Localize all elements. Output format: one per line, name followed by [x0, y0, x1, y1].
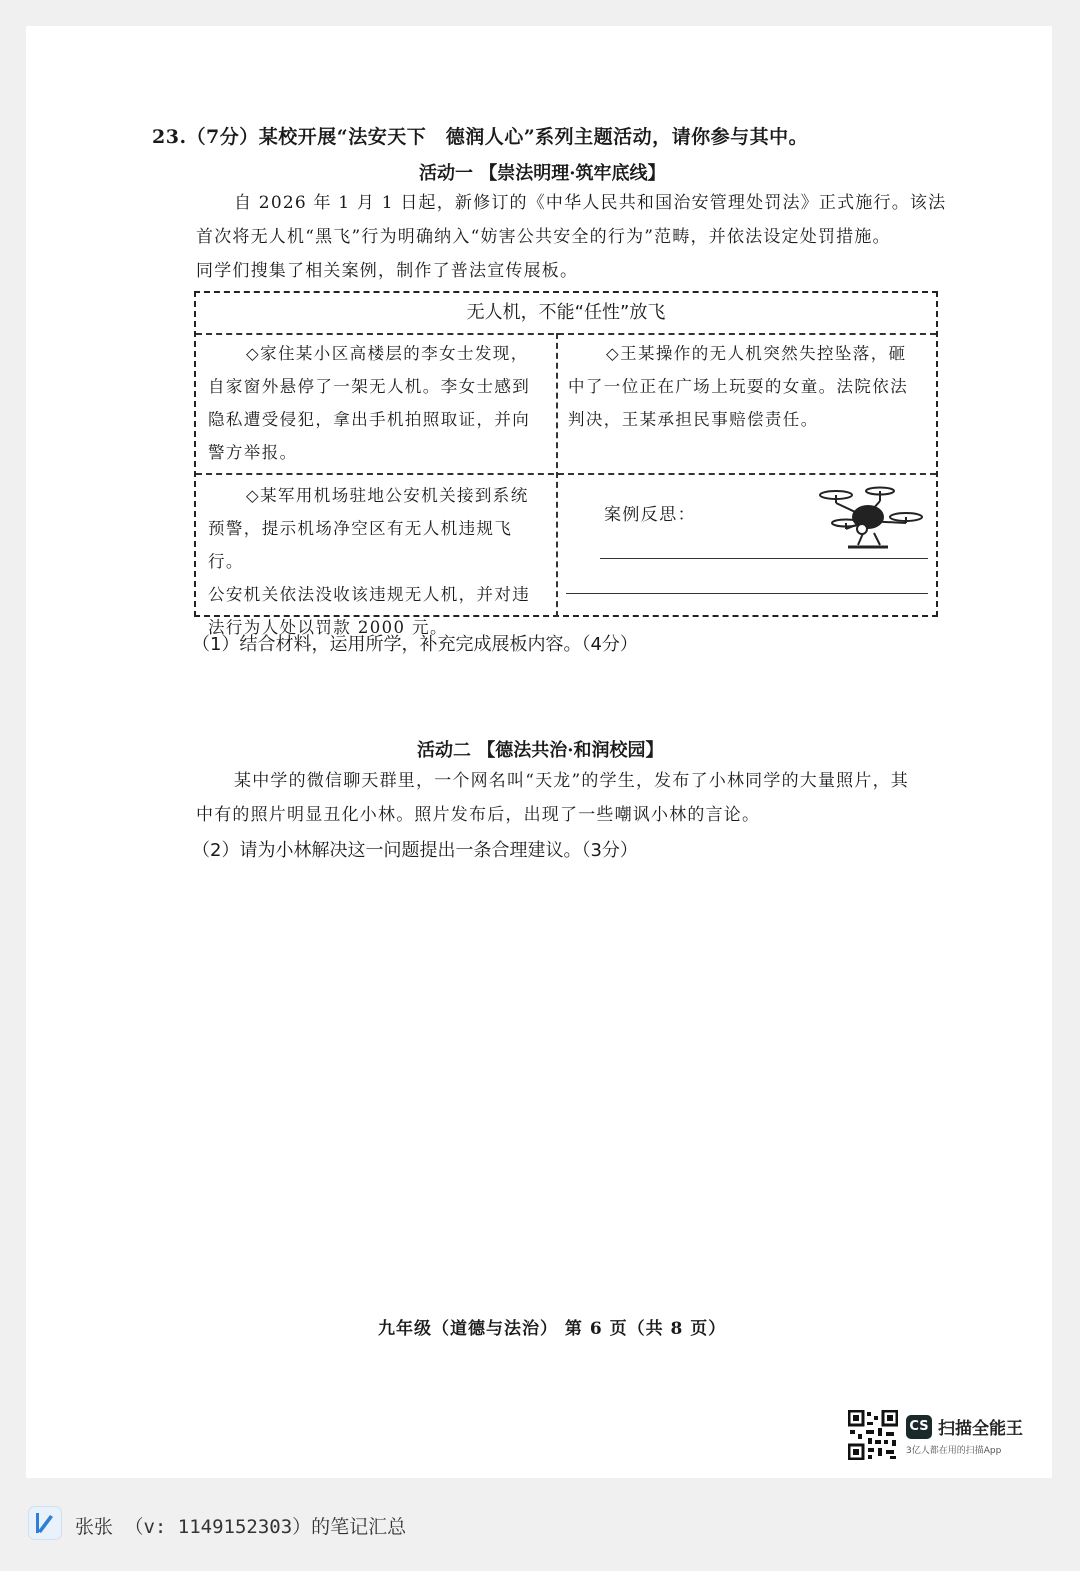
case-line: ◇王某操作的无人机突然失控坠落，砸 [606, 344, 907, 363]
case-card-1 [208, 337, 548, 469]
reflection-label: 案例反思： [604, 505, 696, 525]
activity2-intro-line: 中有的照片明显丑化小林。照片发布后，出现了一些嘲讽小林的言论。 [196, 805, 761, 825]
activity1-intro-line: 首次将无人机“黑飞”行为明确纳入“妨害公共安全的行为”范畴，并依法设定处罚措施。 [196, 227, 891, 247]
answer-blank-line [600, 558, 928, 559]
answer-blank-line [566, 593, 928, 594]
question-2: （2）请为小林解决这一问题提出一条合理建议。（3分） [192, 840, 638, 861]
case-line: 自家窗外悬停了一架无人机。李女士感到 [208, 377, 531, 396]
board-divider-horizontal [196, 473, 936, 475]
drone-icon [818, 483, 928, 553]
board-title: 无人机，不能“任性”放飞 [196, 293, 936, 335]
board-divider-vertical [556, 333, 558, 617]
notes-owner-label: 张张 （v: 1149152303）的笔记汇总 [75, 1516, 407, 1538]
activity2-intro [196, 764, 948, 832]
cs-logo-icon: CS [906, 1415, 932, 1439]
notes-app-icon[interactable] [28, 1506, 62, 1540]
case-line: 预警，提示机场净空区有无人机违规飞行。 [208, 519, 513, 571]
activity1-intro-line: 同学们搜集了相关案例，制作了普法宣传展板。 [196, 261, 579, 281]
case-line: 法行为人处以罚款 2000 元。 [208, 618, 448, 637]
question-1: （1）结合材料，运用所学，补充完成展板内容。（4分） [192, 634, 638, 655]
case-card-3 [208, 479, 548, 644]
activity1-title: 活动一 【崇法明理·筑牢底线】 [419, 163, 666, 184]
question-header: 23.（7分）某校开展“法安天下 德润人心”系列主题活动，请你参与其中。 [152, 126, 809, 148]
display-board [194, 291, 938, 637]
activity2-intro-line: 某中学的微信聊天群里，一个网名叫“天龙”的学生，发布了小林同学的大量照片，其 [234, 771, 909, 791]
case-card-2 [568, 337, 930, 436]
case-line: 隐私遭受侵犯，拿出手机拍照取证，并向 [208, 410, 531, 429]
page-footer: 九年级（道德与法治） 第 6 页（共 8 页） [378, 1319, 727, 1339]
scanner-watermark [906, 1414, 1023, 1456]
activity1-intro [196, 186, 948, 288]
exam-page [26, 26, 1052, 1478]
case-line: ◇某军用机场驻地公安机关接到系统 [246, 486, 529, 505]
activity1-intro-line: 自 2026 年 1 月 1 日起，新修订的《中华人民共和国治安管理处罚法》正式施行。该法 [234, 193, 947, 213]
case-line: 警方举报。 [208, 443, 298, 462]
notes-bar [0, 1478, 1080, 1571]
case-line: 中了一位正在广场上玩耍的女童。法院依法 [568, 377, 909, 396]
qr-code-icon [848, 1410, 898, 1464]
case-line: 公安机关依法没收该违规无人机，并对违 [208, 585, 531, 604]
watermark-tagline: 3亿人都在用的扫描App [906, 1446, 1002, 1456]
case-line: ◇家住某小区高楼层的李女士发现， [246, 344, 529, 363]
activity2-title: 活动二 【德法共治·和润校园】 [417, 740, 664, 761]
case-line: 判决，王某承担民事赔偿责任。 [568, 410, 819, 429]
watermark-name: 扫描全能王 [938, 1419, 1023, 1439]
